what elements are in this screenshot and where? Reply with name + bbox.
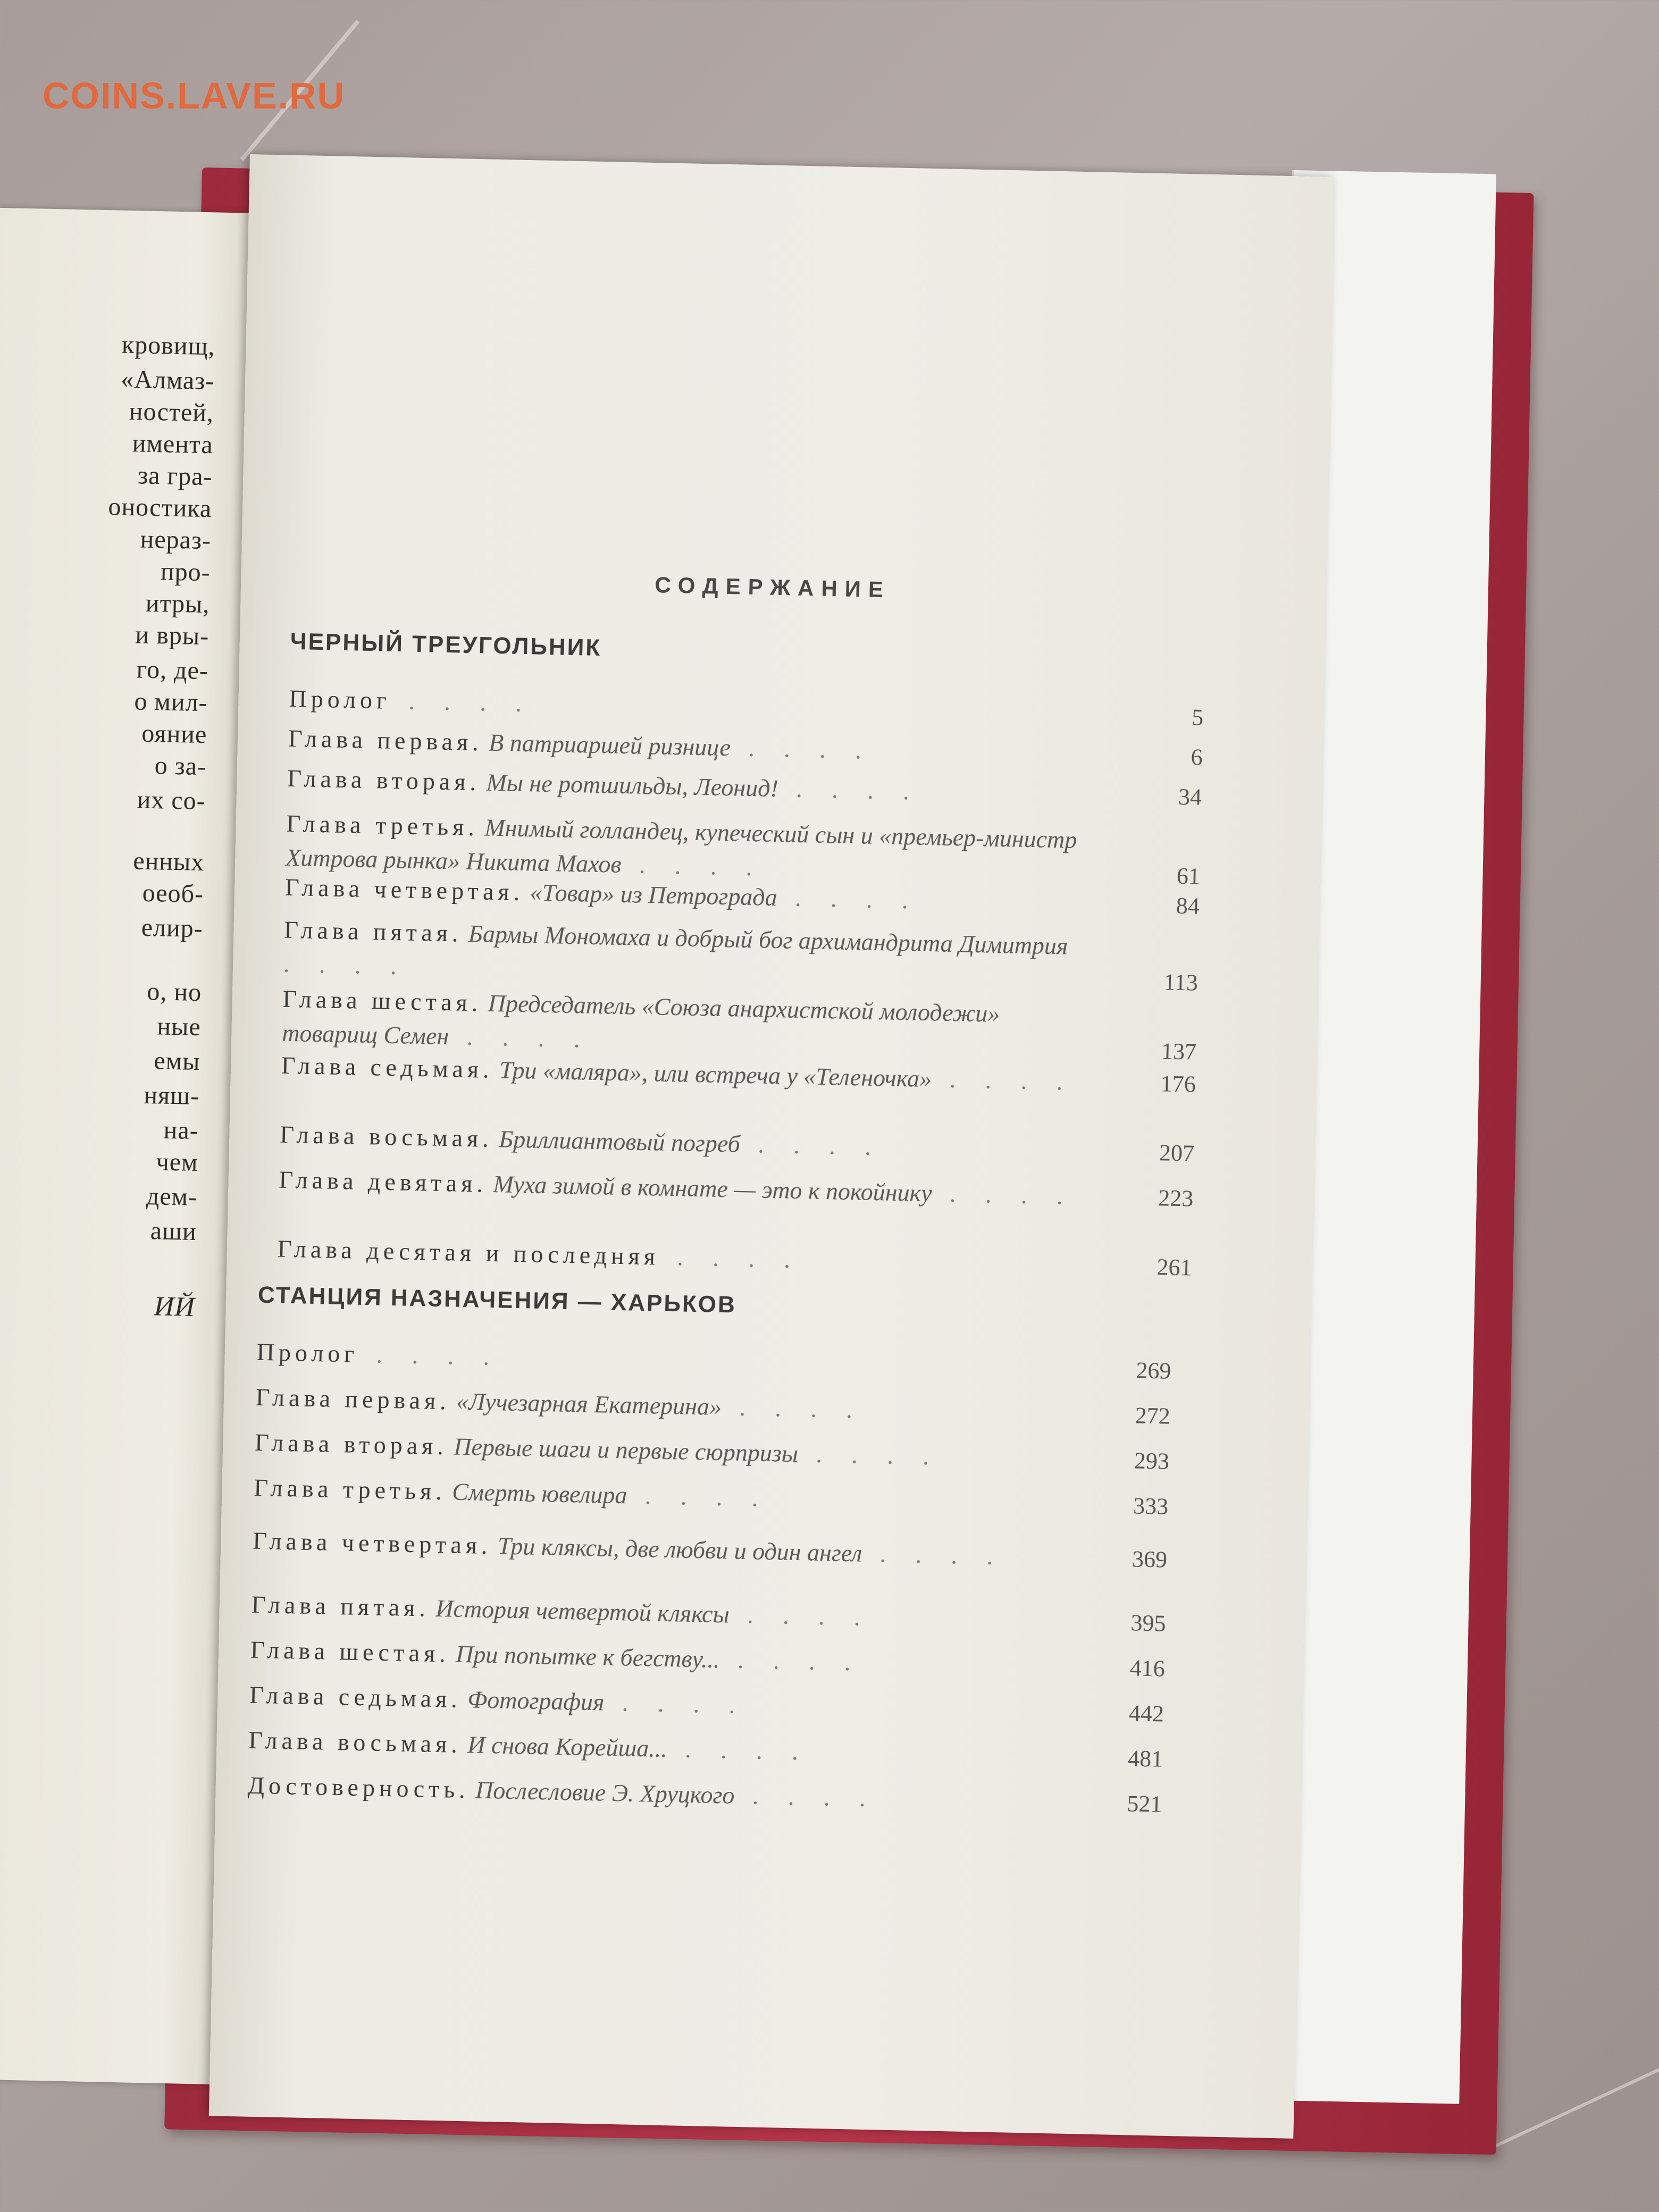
chapter-title: При попытке к бегству...: [455, 1640, 720, 1673]
toc-entry: [255, 1380, 1170, 1434]
chapter-title: Послесловие Э. Хруцкого: [475, 1776, 735, 1809]
chapter-label: Глава вторая.: [254, 1428, 448, 1460]
page-number: 293: [1134, 1447, 1170, 1474]
leader-dots: . . . .: [777, 884, 920, 914]
leader-dots: . . . .: [798, 1440, 941, 1470]
chapter-label: Глава четвертая.: [284, 873, 524, 906]
chapter-title: Бармы Мономаха и добрый бог архимандрита Димитрия: [468, 919, 1068, 960]
left-page-text-line: о за-: [154, 751, 207, 781]
leader-dots: . . . .: [659, 1243, 802, 1273]
chapter-label: Глава первая.: [288, 724, 483, 756]
left-page-text-line: итры,: [145, 589, 211, 619]
chapter-title: Бриллиантовый погреб: [498, 1125, 741, 1158]
chapter-title: И снова Корейша...: [467, 1731, 668, 1763]
page-number: 261: [1157, 1254, 1193, 1281]
toc-entry: [280, 1118, 1195, 1171]
left-page-text-line: аши: [150, 1217, 197, 1246]
chapter-label: Глава третья.: [253, 1473, 447, 1505]
chapter-title: Три кляксы, две любви и один ангел: [497, 1532, 862, 1567]
leader-dots: . . . .: [740, 1130, 883, 1161]
toc-entry: [256, 1335, 1171, 1388]
table-of-contents: [209, 154, 1335, 2139]
left-page-text-line: кровищ,: [121, 330, 216, 361]
page-number: 5: [1191, 704, 1204, 731]
chapter-label: Глава восьмая.: [248, 1726, 462, 1758]
section-heading: СТАНЦИЯ НАЗНАЧЕНИЯ — ХАРЬКОВ: [257, 1281, 737, 1318]
page-number: 6: [1191, 744, 1203, 770]
left-page-text-line: чем: [156, 1147, 199, 1177]
toc-entry: [249, 1678, 1164, 1731]
left-page-text-line: нераз-: [140, 525, 212, 555]
chapter-label: Глава вторая.: [287, 764, 481, 796]
chapter-label: Глава шестая.: [282, 985, 482, 1017]
toc-entry: [277, 1232, 1192, 1285]
toc-entry: [250, 1633, 1165, 1686]
chapter-label: Глава четвертая.: [252, 1527, 492, 1560]
contents-page: [209, 154, 1335, 2139]
leader-dots: . . . .: [604, 1688, 747, 1719]
leader-dots: . . . .: [734, 1781, 877, 1812]
page-number: 137: [1161, 1038, 1197, 1065]
toc-entry: [254, 1471, 1169, 1524]
toc-entry: [248, 1723, 1163, 1777]
leader-dots: . . . .: [719, 1646, 863, 1676]
chapter-label: Глава первая.: [255, 1383, 451, 1415]
page-number: 84: [1176, 892, 1200, 919]
toc-entry: [251, 1588, 1166, 1641]
chapter-label: Глава девятая.: [279, 1166, 488, 1197]
chapter-title: «Лучезарная Екатерина»: [456, 1387, 722, 1421]
chapter-title: Мы не ротшильды, Леонид!: [486, 768, 779, 802]
page-number: 272: [1135, 1402, 1171, 1429]
leader-dots: . . . .: [390, 686, 534, 717]
page-number: 207: [1159, 1139, 1195, 1167]
chapter-label: Глава седьмая.: [281, 1051, 494, 1083]
left-page-text-line: ИЙ: [154, 1291, 196, 1322]
chapter-label: Глава пятая.: [251, 1590, 430, 1622]
left-page-text-line: имента: [132, 429, 214, 459]
page-number: 269: [1135, 1357, 1171, 1384]
leader-dots: . . . .: [448, 1023, 592, 1053]
leader-dots: . . . .: [283, 950, 409, 980]
chapter-title: Муха зимой в комнате — это к покойнику: [492, 1170, 933, 1207]
left-page-text-line: оностика: [107, 492, 212, 523]
leader-dots: . . . .: [861, 1539, 1005, 1570]
left-page-text-line: ояние: [141, 719, 207, 749]
chapter-label: Достоверность.: [247, 1771, 470, 1804]
chapter-title: Председатель «Союза анархистской молодежи» товарищ Семен: [281, 989, 1000, 1050]
leader-dots: . . . .: [626, 1481, 770, 1512]
left-page-text-line: оеоб-: [142, 878, 204, 909]
left-page-text-line: за гра-: [137, 461, 213, 491]
leader-dots: . . . .: [931, 1065, 1075, 1095]
left-page-text-line: енных: [132, 847, 205, 877]
toc-entry: [279, 1163, 1194, 1216]
left-page-text-line: «Алмаз-: [120, 365, 215, 396]
chapter-title: Фотография: [467, 1686, 605, 1716]
left-page-text-line: про-: [160, 557, 211, 587]
page-number: 369: [1132, 1546, 1168, 1573]
page-number: 34: [1178, 783, 1202, 810]
page-number: 521: [1126, 1790, 1162, 1817]
page-number: 481: [1127, 1745, 1163, 1772]
page-number: 442: [1128, 1700, 1164, 1727]
toc-entry: [255, 1426, 1170, 1479]
chapter-title: Смерть ювелира: [451, 1478, 627, 1509]
left-page-text-line: о, но: [146, 977, 202, 1007]
leader-dots: . . . .: [721, 1393, 865, 1423]
chapter-label: Глава пятая.: [283, 916, 463, 947]
page-number: 416: [1129, 1655, 1166, 1682]
toc-entry: [253, 1524, 1168, 1577]
chapter-title: История четвертой кляксы: [435, 1594, 730, 1628]
leader-dots: . . . .: [730, 734, 874, 764]
section-heading: ЧЕРНЫЙ ТРЕУГОЛЬНИК: [290, 628, 602, 661]
page-number: 395: [1130, 1610, 1167, 1637]
watermark-text: COINS.LAVE.RU: [43, 75, 346, 116]
leader-dots: . . . .: [778, 775, 921, 805]
chapter-label: Глава десятая и последняя: [277, 1235, 660, 1270]
left-page-text-line: и вры-: [135, 621, 210, 651]
chapter-label: Глава шестая.: [250, 1636, 450, 1668]
chapter-title: Три «маляра», или встреча у «Теленочка»: [499, 1056, 932, 1093]
left-page-text-line: няш-: [143, 1080, 200, 1111]
chapter-title: В патриаршей ризнице: [488, 728, 731, 761]
page-number: 113: [1163, 969, 1199, 996]
chapter-label: Глава третья.: [286, 809, 479, 841]
left-page-text-line: го, де-: [136, 655, 209, 685]
page-number: 223: [1158, 1185, 1194, 1212]
page-title: СОДЕРЖАНИЕ: [654, 572, 891, 602]
leader-dots: . . . .: [932, 1179, 1075, 1210]
chapter-title: «Товар» из Петрограда: [530, 878, 778, 911]
leader-dots: . . . .: [358, 1340, 501, 1371]
chapter-label: Пролог: [256, 1338, 359, 1368]
leader-dots: . . . .: [667, 1735, 810, 1765]
page-number: 333: [1133, 1493, 1169, 1520]
left-page-text-line: о мил-: [134, 687, 208, 717]
fabric-seam: [1488, 2054, 1659, 2151]
page-number: 61: [1176, 862, 1201, 890]
left-page-text-line: дем-: [146, 1182, 198, 1212]
left-page-text-line: их со-: [137, 785, 206, 816]
chapter-label: Глава восьмая.: [279, 1120, 493, 1152]
toc-entry: [247, 1769, 1162, 1822]
chapter-title: Мнимый голландец, купеческий сын и «премьер-министр Хитрова рынка» Никита Махов: [285, 814, 1077, 878]
chapter-label: Глава седьмая.: [249, 1681, 462, 1713]
page-number: 176: [1160, 1070, 1196, 1097]
left-page-text-line: ные: [157, 1012, 202, 1042]
left-page-text-line: ностей,: [129, 397, 214, 428]
leader-dots: . . . .: [729, 1601, 873, 1631]
left-page-text-line: емы: [153, 1046, 201, 1076]
left-page-text-line: на-: [163, 1116, 199, 1145]
chapter-title: Первые шаги и первые сюрпризы: [453, 1432, 799, 1468]
leader-dots: . . . .: [621, 850, 764, 881]
chapter-label: Пролог: [289, 684, 391, 714]
left-page-text-line: елир-: [141, 913, 204, 943]
